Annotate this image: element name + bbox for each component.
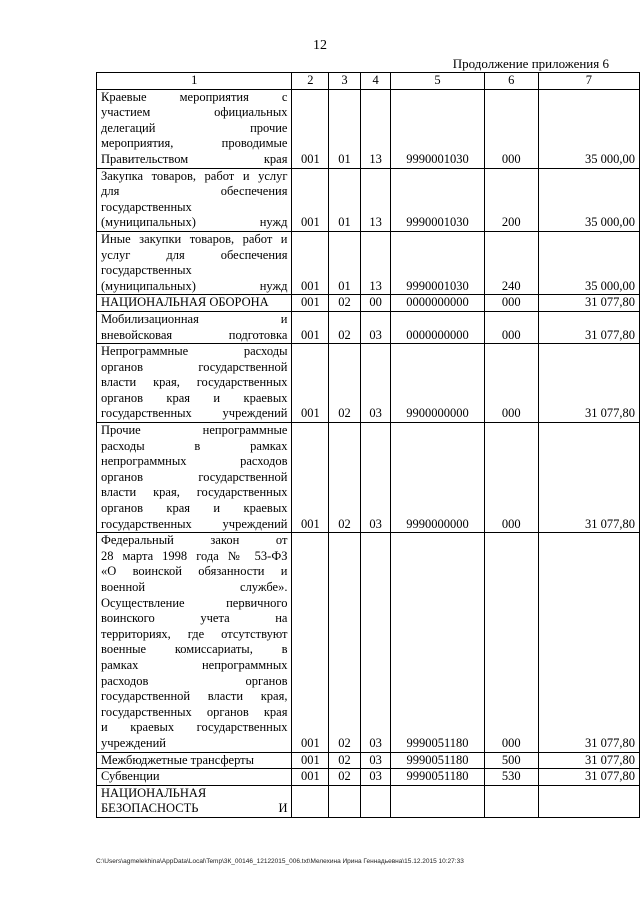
row-name-line: власти края, государственных <box>101 485 288 500</box>
table-row <box>97 785 640 817</box>
row-name-line: государственных учреждений <box>101 406 288 421</box>
table-row <box>97 311 640 343</box>
cell-c4: 03 <box>360 311 391 343</box>
cell-c6: 240 <box>484 231 538 294</box>
header-cell: 2 <box>292 73 329 90</box>
cell-c5: 9990001030 <box>391 89 484 168</box>
row-name-line: НАЦИОНАЛЬНАЯ ОБОРОНА <box>101 295 269 310</box>
cell-c6: 000 <box>484 344 538 423</box>
cell-c5 <box>391 785 484 817</box>
cell-c5: 9990001030 <box>391 168 484 231</box>
cell-c3: 02 <box>329 752 361 769</box>
cell-c2: 001 <box>292 533 329 752</box>
cell-c4: 03 <box>360 752 391 769</box>
cell-c6 <box>484 785 538 817</box>
table-row <box>97 344 640 423</box>
row-name-line: НАЦИОНАЛЬНАЯ <box>101 785 207 800</box>
row-name-line: 28 марта 1998 года № 53-ФЗ <box>101 548 288 563</box>
cell-c2: 001 <box>292 423 329 533</box>
cell-c2: 001 <box>292 752 329 769</box>
row-name-line: Иные закупки товаров, работ и <box>101 231 288 246</box>
cell-c5: 0000000000 <box>391 295 484 312</box>
cell-c6: 530 <box>484 769 538 786</box>
cell-c7: 35 000,00 <box>538 168 639 231</box>
cell-c2: 001 <box>292 231 329 294</box>
file-path-footer: C:\Users\agmelekhina\AppData\Local\Temp\3К_00146_12122015_006.txt\Мелехина Ирина Геннадьевна\15.12.2015 10:27:33 <box>96 858 464 865</box>
cell-c4: 03 <box>360 344 391 423</box>
header-cell: 6 <box>484 73 538 90</box>
row-name-cell <box>97 769 292 786</box>
table-row <box>97 769 640 786</box>
row-name-line: государственных <box>101 263 192 278</box>
cell-c6: 000 <box>484 533 538 752</box>
cell-c2: 001 <box>292 295 329 312</box>
row-name-line: для обеспечения <box>101 184 288 199</box>
row-name-line: участием официальных <box>101 105 288 120</box>
row-name-line: органов края и краевых <box>101 501 288 516</box>
cell-c4: 13 <box>360 168 391 231</box>
cell-c2 <box>292 785 329 817</box>
row-name-line: Осуществление первичного <box>101 595 288 610</box>
row-name-line: государственных <box>101 199 192 214</box>
table-row <box>97 752 640 769</box>
budget-table <box>96 72 640 818</box>
cell-c3: 02 <box>329 533 361 752</box>
cell-c7: 31 077,80 <box>538 344 639 423</box>
row-name-line: органов государственной <box>101 359 288 374</box>
cell-c2: 001 <box>292 89 329 168</box>
cell-c2: 001 <box>292 168 329 231</box>
row-name-cell <box>97 344 292 423</box>
row-name-line: Межбюджетные трансферты <box>101 752 255 767</box>
cell-c4 <box>360 785 391 817</box>
table-row <box>97 295 640 312</box>
row-name-line: власти края, государственных <box>101 375 288 390</box>
cell-c3: 01 <box>329 168 361 231</box>
row-name-line: Краевые мероприятия с <box>101 89 288 104</box>
table-row <box>97 89 640 168</box>
row-name-line: и краевых государственных <box>101 720 288 735</box>
row-name-line: территориях, где отсутствуют <box>101 626 288 641</box>
row-name-line: Непрограммные расходы <box>101 344 288 359</box>
cell-c3: 02 <box>329 311 361 343</box>
header-cell: 5 <box>391 73 484 90</box>
row-name-line: военные комиссариаты, в <box>101 642 288 657</box>
cell-c6: 000 <box>484 89 538 168</box>
row-name-cell <box>97 785 292 817</box>
cell-c5: 9990051180 <box>391 769 484 786</box>
cell-c4: 03 <box>360 533 391 752</box>
row-name-line: (муниципальных) нужд <box>101 278 288 293</box>
row-name-line: государственной власти края, <box>101 689 288 704</box>
continuation-caption: Продолжение приложения 6 <box>452 56 609 71</box>
cell-c6: 200 <box>484 168 538 231</box>
row-name-cell <box>97 752 292 769</box>
row-name-cell <box>97 311 292 343</box>
row-name-cell <box>97 168 292 231</box>
cell-c3: 02 <box>329 769 361 786</box>
cell-c7: 31 077,80 <box>538 533 639 752</box>
row-name-cell <box>97 89 292 168</box>
row-name-line: «О воинской обязанности и <box>101 564 288 579</box>
cell-c3: 01 <box>329 89 361 168</box>
header-cell: 1 <box>97 73 292 90</box>
row-name-line: Субвенции <box>101 769 160 784</box>
cell-c7: 31 077,80 <box>538 311 639 343</box>
row-name-line: мероприятия, проводимые <box>101 136 288 151</box>
cell-c5: 9990051180 <box>391 533 484 752</box>
row-name-cell <box>97 295 292 312</box>
cell-c7: 31 077,80 <box>538 295 639 312</box>
row-name-line: Мобилизационная и <box>101 311 288 326</box>
cell-c5: 0000000000 <box>391 311 484 343</box>
table-row <box>97 533 640 752</box>
cell-c4: 03 <box>360 423 391 533</box>
page-number: 12 <box>313 38 327 53</box>
cell-c2: 001 <box>292 769 329 786</box>
cell-c6: 500 <box>484 752 538 769</box>
row-name-line: государственных учреждений <box>101 516 288 531</box>
cell-c7: 31 077,80 <box>538 423 639 533</box>
row-name-line: рамках непрограммных <box>101 657 288 672</box>
cell-c6: 000 <box>484 311 538 343</box>
cell-c3 <box>329 785 361 817</box>
cell-c7: 31 077,80 <box>538 769 639 786</box>
row-name-line: расходы в рамках <box>101 438 288 453</box>
cell-c3: 02 <box>329 295 361 312</box>
row-name-line: учреждений <box>101 735 166 750</box>
cell-c6: 000 <box>484 295 538 312</box>
cell-c4: 00 <box>360 295 391 312</box>
cell-c7 <box>538 785 639 817</box>
cell-c3: 01 <box>329 231 361 294</box>
row-name-line: делегаций прочие <box>101 120 288 135</box>
cell-c4: 13 <box>360 89 391 168</box>
row-name-cell <box>97 423 292 533</box>
row-name-line: вневойсковая подготовка <box>101 327 288 342</box>
cell-c3: 02 <box>329 344 361 423</box>
row-name-line: (муниципальных) нужд <box>101 215 288 230</box>
row-name-line: Правительством края <box>101 151 288 166</box>
row-name-line: Прочие непрограммные <box>101 423 288 438</box>
row-name-line: воинского учета на <box>101 611 288 626</box>
row-name-line: военной службе». <box>101 580 288 594</box>
header-row <box>97 73 640 90</box>
cell-c5: 9900000000 <box>391 344 484 423</box>
cell-c4: 13 <box>360 231 391 294</box>
row-name-line: Закупка товаров, работ и услуг <box>101 168 288 183</box>
cell-c4: 03 <box>360 769 391 786</box>
row-name-line: государственных органов края <box>101 704 288 719</box>
row-name-line: Федеральный закон от <box>101 533 288 548</box>
table-row <box>97 168 640 231</box>
row-name-line: услуг для обеспечения <box>101 247 288 262</box>
cell-c5: 9990051180 <box>391 752 484 769</box>
cell-c5: 9990000000 <box>391 423 484 533</box>
cell-c2: 001 <box>292 311 329 343</box>
cell-c5: 9990001030 <box>391 231 484 294</box>
table-row <box>97 231 640 294</box>
cell-c7: 35 000,00 <box>538 89 639 168</box>
cell-c6: 000 <box>484 423 538 533</box>
row-name-line: органов государственной <box>101 469 288 484</box>
cell-c2: 001 <box>292 344 329 423</box>
row-name-line: органов края и краевых <box>101 390 288 405</box>
header-cell: 4 <box>360 73 391 90</box>
row-name-cell <box>97 231 292 294</box>
cell-c7: 35 000,00 <box>538 231 639 294</box>
header-cell: 7 <box>538 73 639 90</box>
row-name-line: непрограммных расходов <box>101 454 288 469</box>
table-row <box>97 423 640 533</box>
row-name-line: расходов органов <box>101 673 288 688</box>
row-name-cell <box>97 533 292 752</box>
cell-c3: 02 <box>329 423 361 533</box>
cell-c7: 31 077,80 <box>538 752 639 769</box>
row-name-line: БЕЗОПАСНОСТЬ И <box>101 801 288 816</box>
header-cell: 3 <box>329 73 361 90</box>
